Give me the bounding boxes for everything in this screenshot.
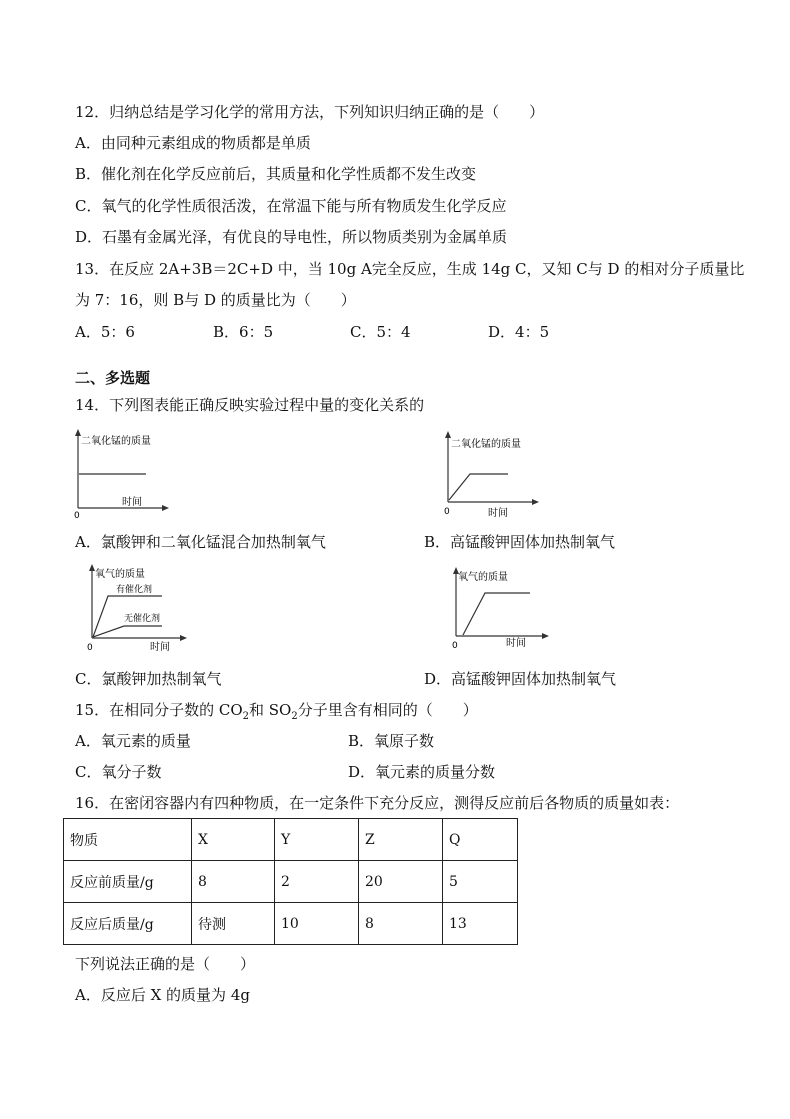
graph-c-label-no-catalyst: 无催化剂 <box>124 614 161 624</box>
q15-sub-2: 2 <box>291 711 298 722</box>
q14-caption-d: D．高锰酸钾固体加热制氧气 <box>424 670 617 688</box>
q13-option-d: D．4：5 <box>488 323 550 341</box>
graph-c-label-catalyst: 有催化剂 <box>116 585 153 595</box>
q14-caption-c: C．氯酸钾加热制氧气 <box>75 670 222 688</box>
table-row <box>64 819 518 861</box>
graph-a-ylabel: 二氧化锰的质量 <box>81 436 151 447</box>
graph-b <box>440 430 550 522</box>
q16-stem: 16．在密闭容器内有四种物质，在一定条件下充分反应，测得反应前后各物质的质量如表： <box>75 794 680 812</box>
q12-option-a: A．由同种元素组成的物质都是单质 <box>75 134 311 152</box>
table-cell: X <box>192 819 275 861</box>
q13-stem-line1: 13．在反应 2A+3B＝2C+D 中，当 10g A完全反应，生成 14g C，又知 C与 D 的相对分子质量比 <box>75 260 745 278</box>
table-cell: 8 <box>359 903 443 945</box>
graph-a-xlabel: 时间 <box>122 497 142 508</box>
graph-b-curve <box>449 474 508 500</box>
graph-b-y-arrow <box>445 431 451 438</box>
q15-option-c: C．氧分子数 <box>75 763 162 781</box>
graph-b-ylabel: 二氧化锰的质量 <box>451 439 521 450</box>
graph-b-origin: 0 <box>444 507 450 517</box>
graph-a-origin: 0 <box>74 511 80 520</box>
q16-option-a: A．反应后 X 的质量为 4g <box>75 986 250 1004</box>
q13-option-b: B．6：5 <box>213 323 274 341</box>
graph-c-x-arrow <box>180 635 187 641</box>
graph-a-y-arrow <box>75 429 81 436</box>
q15-stem-suffix: 分子里含有相同的（ ） <box>297 701 478 719</box>
table-cell: 反应后质量/g <box>64 903 192 945</box>
q15-option-d: D．氧元素的质量分数 <box>348 763 496 781</box>
q13-option-a: A．5：6 <box>75 323 135 341</box>
q12-option-d: D．石墨有金属光泽，有优良的导电性，所以物质类别为金属单质 <box>75 228 508 246</box>
table-cell: 反应前质量/g <box>64 861 192 903</box>
graph-d-curve <box>463 593 530 635</box>
table-cell: 13 <box>443 903 518 945</box>
q12-stem: 12．归纳总结是学习化学的常用方法，下列知识归纳正确的是（ ） <box>75 103 545 121</box>
graph-b-x-arrow <box>532 499 539 505</box>
q12-option-c: C．氧气的化学性质很活泼，在常温下能与所有物质发生化学反应 <box>75 197 507 215</box>
graph-d-origin: 0 <box>452 641 458 651</box>
graph-a-x-arrow <box>162 505 169 511</box>
table-cell: 8 <box>192 861 275 903</box>
q14-caption-a: A．氯酸钾和二氧化锰混合加热制氧气 <box>75 533 326 551</box>
table-cell: 2 <box>275 861 359 903</box>
table-cell: 待测 <box>192 903 275 945</box>
table-cell: 物质 <box>64 819 192 861</box>
table-row <box>64 903 518 945</box>
graph-d-xlabel: 时间 <box>506 638 526 649</box>
graph-d <box>448 566 558 658</box>
section-heading: 二、多选题 <box>75 369 151 387</box>
table-cell: 20 <box>359 861 443 903</box>
table-row <box>64 861 518 903</box>
q16-question: 下列说法正确的是（ ） <box>75 955 256 973</box>
table-cell: 10 <box>275 903 359 945</box>
q16-table <box>63 818 518 945</box>
q15-option-a: A．氧元素的质量 <box>75 732 191 750</box>
table-cell: Q <box>443 819 518 861</box>
q13-option-c: C．5：4 <box>350 323 411 341</box>
q15-option-b: B．氧原子数 <box>348 732 435 750</box>
graph-c-curve-no-catalyst <box>93 626 162 637</box>
q15-sub-1: 2 <box>242 711 250 722</box>
graph-a <box>70 428 180 520</box>
graph-c-ylabel: 氧气的质量 <box>95 569 145 580</box>
q14-stem: 14．下列图表能正确反映实验过程中量的变化关系的 <box>75 396 425 414</box>
graph-c-origin: 0 <box>87 643 93 653</box>
graph-d-x-arrow <box>542 633 549 639</box>
q13-stem-line2: 为 7：16，则 B与 D 的质量比为（ ） <box>75 291 356 309</box>
table-cell: Z <box>359 819 443 861</box>
q15-stem-prefix: 15．在相同分子数的 CO <box>75 701 243 719</box>
graph-c-xlabel: 时间 <box>150 642 170 653</box>
q15-stem <box>75 700 478 727</box>
graph-d-ylabel: 氧气的质量 <box>458 572 508 583</box>
table-cell: 5 <box>443 861 518 903</box>
graph-c <box>86 563 196 655</box>
table-cell: Y <box>275 819 359 861</box>
graph-b-xlabel: 时间 <box>488 508 508 519</box>
q15-stem-mid: 和 SO <box>249 701 292 719</box>
q12-option-b: B．催化剂在化学反应前后，其质量和化学性质都不发生改变 <box>75 165 477 183</box>
q14-caption-b: B．高锰酸钾固体加热制氧气 <box>424 533 616 551</box>
